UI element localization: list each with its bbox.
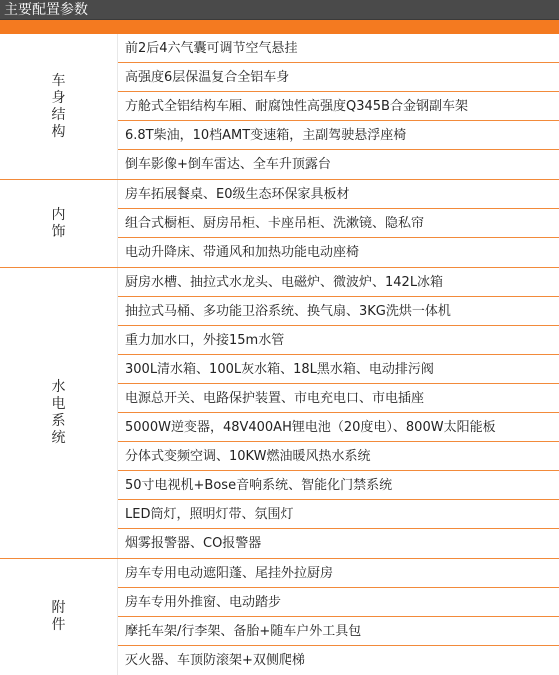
category-cell — [0, 34, 118, 179]
spec-item: 6.8T柴油，10档AMT变速箱，主副驾驶悬浮座椅 — [118, 121, 559, 150]
spec-item: 灭火器、车顶防滚架+双侧爬梯 — [125, 653, 305, 668]
spec-section — [0, 180, 559, 268]
spec-items — [118, 559, 559, 675]
spec-item: 摩托车架/行李架、备胎+随车户外工具包 — [118, 617, 559, 646]
spec-item: 5000W逆变器，48V400AH锂电池（20度电）、800W太阳能板 — [118, 413, 559, 442]
spec-items — [118, 268, 559, 558]
spec-items — [118, 180, 559, 267]
spec-item: 抽拉式马桶、多功能卫浴系统、换气扇、3KG洗烘一体机 — [118, 297, 559, 326]
spec-item: 房车专用电动遮阳蓬、尾挂外拉厨房 — [118, 559, 559, 588]
category-label: 水电系统 — [51, 379, 66, 446]
spec-item: 前2后4六气囊可调节空气悬挂 — [118, 34, 559, 63]
spec-item: 电源总开关、电路保护装置、市电充电口、市电插座 — [118, 384, 559, 413]
spec-item: 300L清水箱、100L灰水箱、18L黑水箱、电动排污阀 — [118, 355, 559, 384]
spec-table — [0, 34, 559, 675]
spec-item: 倒车影像+倒车雷达、全车升顶露台 — [125, 157, 331, 172]
spec-section — [0, 268, 559, 559]
spec-item: 方舱式全铝结构车厢、耐腐蚀性高强度Q345B合金钢副车架 — [118, 92, 559, 121]
spec-item: 房车专用外推窗、电动踏步 — [118, 588, 559, 617]
spec-item: 厨房水槽、抽拉式水龙头、电磁炉、微波炉、142L冰箱 — [118, 268, 559, 297]
accent-bar — [0, 20, 559, 34]
spec-item: 重力加水口，外接15m水管 — [118, 326, 559, 355]
category-label: 附件 — [51, 600, 66, 633]
spec-item: 电动升降床、带通风和加热功能电动座椅 — [125, 245, 360, 260]
spec-section — [0, 34, 559, 180]
category-cell — [0, 180, 118, 267]
spec-item: 房车拓展餐桌、E0级生态环保家具板材 — [118, 180, 559, 209]
spec-item: 50寸电视机+Bose音响系统、智能化门禁系统 — [118, 471, 559, 500]
spec-section — [0, 559, 559, 675]
category-label: 内饰 — [51, 206, 66, 240]
page-title: 主要配置参数 — [0, 0, 559, 20]
spec-item: LED筒灯，照明灯带、氛围灯 — [118, 500, 559, 529]
spec-item: 分体式变频空调、10KW燃油暖风热水系统 — [118, 442, 559, 471]
category-label: 车身结构 — [51, 72, 66, 140]
category-cell — [0, 268, 118, 558]
spec-item: 烟雾报警器、CO报警器 — [125, 536, 262, 551]
spec-items — [118, 34, 559, 179]
spec-item: 高强度6层保温复合全铝车身 — [118, 63, 559, 92]
spec-item: 组合式橱柜、厨房吊柜、卡座吊柜、洗漱镜、隐私帘 — [118, 209, 559, 238]
category-cell — [0, 559, 118, 675]
